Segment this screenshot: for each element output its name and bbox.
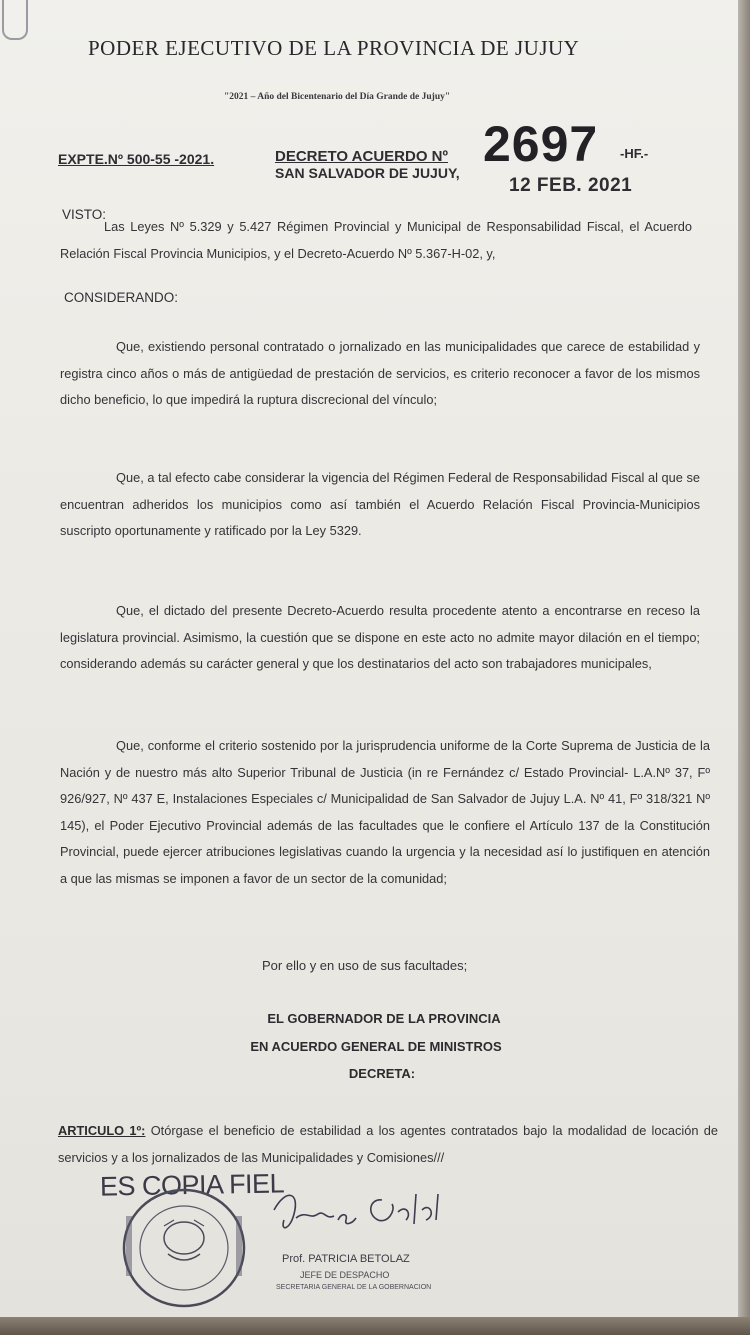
considerando-paragraph-4: Que, conforme el criterio sostenido por la jurisprudencia uniforme de la Corte Suprema de Justicia de la Nación y de nuestro más alto Superior Tribunal de Justicia (in re Fernández c/ Estado Provincial- L.A.Nº 37, Fº 926/927, Nº 437 E, Instalaciones Especiales c/ Municipalidad de San Salvador de Jujuy L.A. Nº 41, Fº 318/321 Nº 145), el Poder Ejecutivo Provincial además de las facultades que le confiere el Artículo 137 de la Constitución Provincial, puede ejercer atribuciones legislativas cuando la urgencia y la necesidad así lo justifiquen en atención a que las mismas se imponen a favor de un sector de la comunidad; (60, 738, 710, 886)
page-edge-bottom (0, 1317, 750, 1335)
year-motto: "2021 – Año del Bicentenario del Día Grande de Jujuy" (224, 92, 451, 102)
decreto-number: 2697 (483, 116, 599, 172)
visto-heading: VISTO: (62, 207, 107, 222)
considerando-paragraph-3: Que, el dictado del presente Decreto-Acuerdo resulta procedente atento a encontrarse en receso la legislatura provincial. Asimismo, la cuestión que se dispone en este acto no admite mayor dilación en el tiempo; considerando además su carácter general y que los destinatarios del acto son trabajadores municipales, (60, 603, 700, 672)
expediente-number: EXPTE.Nº 500-55 -2021. (58, 151, 215, 167)
place-line: SAN SALVADOR DE JUJUY, (275, 165, 460, 181)
paper-clip-icon (2, 0, 28, 40)
decreta-heading: DECRETA: (348, 1066, 416, 1081)
articulo-1-label: ARTICULO 1º: (58, 1123, 146, 1138)
decreto-label: DECRETO ACUERDO Nº (275, 148, 448, 165)
visto-paragraph: Las Leyes Nº 5.329 y 5.427 Régimen Provincial y Municipal de Responsabilidad Fiscal, el Acuerdo Relación Fiscal Provincia Municipios, y el Decreto-Acuerdo Nº 5.367-H-02, y, (60, 219, 692, 261)
copia-fiel-stamp: ES COPIA FIEL (99, 1168, 285, 1202)
acuerdo-heading: EN ACUERDO GENERAL DE MINISTROS (250, 1039, 502, 1054)
government-title: PODER EJECUTIVO DE LA PROVINCIA DE JUJUY (88, 36, 580, 60)
considerando-paragraph-1: Que, existiendo personal contratado o jornalizado en las municipalidades que carece de estabilidad y registra cinco años o más de antigüedad de prestación de servicios, es criterio reconocer a favor de los mismos dicho beneficio, lo que impedirá la ruptura discrecional del vínculo; (60, 339, 700, 408)
gobernador-heading: EL GOBERNADOR DE LA PROVINCIA (267, 1011, 501, 1026)
considerando-heading: CONSIDERANDO: (64, 290, 179, 305)
signatory-name: Prof. PATRICIA BETOLAZ (282, 1253, 410, 1265)
signatory-department: SECRETARIA GENERAL DE LA GOBERNACION (276, 1284, 432, 1291)
signatory-role: JEFE DE DESPACHO (300, 1270, 390, 1280)
articulo-1-paragraph (58, 1118, 718, 1171)
page-edge-right (738, 0, 750, 1335)
por-ello-line: Por ello y en uso de sus facultades; (262, 958, 468, 973)
handwritten-signature (266, 1180, 456, 1250)
date-stamp: 12 FEB. 2021 (509, 175, 633, 196)
articulo-1-text: Otórgase el beneficio de estabilidad a los agentes contratados bajo la modalidad de locación de servicios y a los jornalizados de las Municipalidades y Comisiones/// (58, 1123, 719, 1165)
official-seal-icon (118, 1186, 256, 1316)
considerando-paragraph-2: Que, a tal efecto cabe considerar la vigencia del Régimen Federal de Responsabilidad Fiscal al que se encuentran adheridos los municipios como así también el Acuerdo Relación Fiscal Provincia-Municipios suscripto oportunamente y ratificado por la Ley 5329. (60, 470, 700, 539)
decreto-suffix: -HF.- (620, 146, 649, 161)
